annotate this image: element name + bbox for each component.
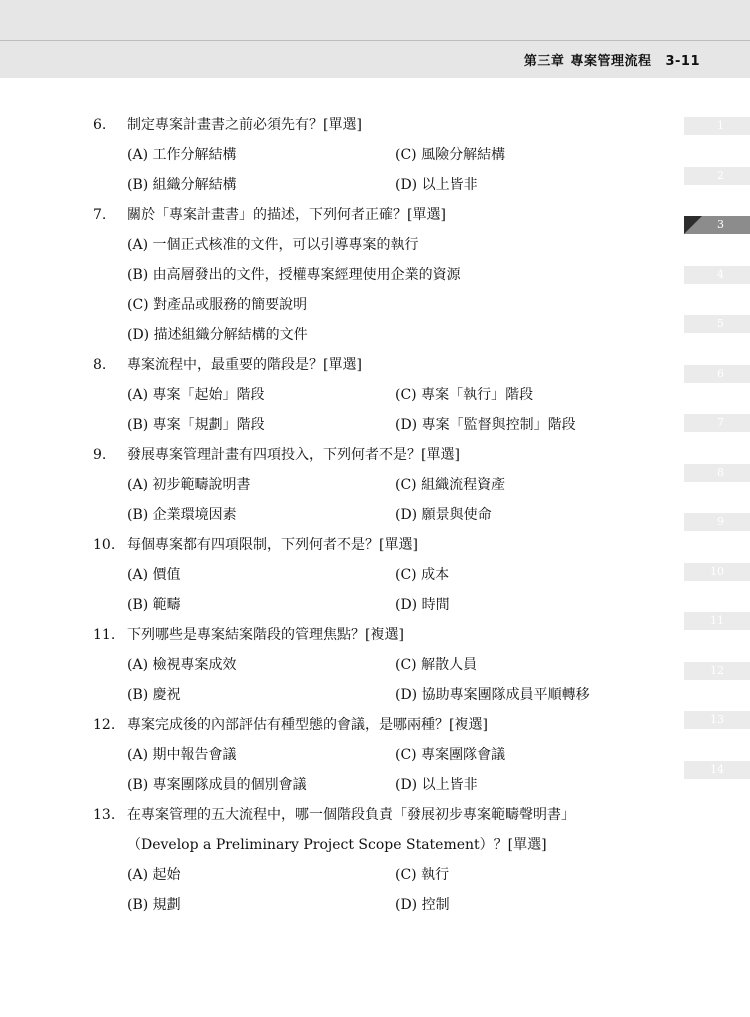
- chapter-tab-7[interactable]: [684, 414, 750, 432]
- question-text: 關於「專案計畫書」的描述，下列何者正確？[單選]: [127, 207, 446, 223]
- chapter-title: 專案管理流程: [570, 54, 652, 69]
- chapter-tab-label: 4: [717, 267, 724, 281]
- question-item: [93, 710, 673, 800]
- option-row: [93, 230, 673, 260]
- option-row: [93, 170, 673, 200]
- chapter-tabs: [684, 117, 750, 810]
- chapter-tab-label: 12: [710, 663, 724, 677]
- question-item: [93, 620, 673, 710]
- question-item: [93, 110, 673, 200]
- answer-option: (C) 對產品或服務的簡要說明: [127, 297, 308, 313]
- answer-option: (D) 時間: [395, 597, 450, 613]
- question-number: 6.: [93, 117, 107, 133]
- question-item: [93, 200, 673, 350]
- chapter-tab-label: 6: [717, 366, 724, 380]
- answer-option: (B) 慶祝: [127, 687, 181, 703]
- answer-option: (A) 初步範疇說明書: [127, 477, 251, 493]
- chapter-tab-label: 13: [710, 713, 724, 726]
- chapter-tab-13[interactable]: [684, 711, 750, 729]
- question-text: 在專案管理的五大流程中，哪一個階段負責「發展初步專案範疇聲明書」: [127, 807, 575, 823]
- answer-option: (C) 專案「執行」階段: [395, 387, 534, 403]
- question-text: 制定專案計畫書之前必須先有？[單選]: [127, 117, 362, 133]
- answer-option: (D) 控制: [395, 897, 450, 913]
- question-number: 12.: [93, 717, 116, 733]
- question-item: [93, 440, 673, 530]
- question-text: 每個專案都有四項限制，下列何者不是？[單選]: [127, 537, 418, 553]
- answer-option: (A) 價值: [127, 567, 181, 583]
- answer-option: (B) 專案「規劃」階段: [127, 417, 265, 433]
- question-item: [93, 800, 673, 920]
- chapter-tab-8[interactable]: [684, 464, 750, 482]
- chapter-tab-12[interactable]: [684, 662, 750, 680]
- option-row: [93, 380, 673, 410]
- answer-option: (B) 由高層發出的文件，授權專案經理使用企業的資源: [127, 267, 461, 283]
- answer-option: (A) 一個正式核准的文件，可以引導專案的執行: [127, 237, 419, 253]
- question-number: 7.: [93, 207, 107, 223]
- page-header: [0, 0, 750, 78]
- question-number: 9.: [93, 447, 107, 463]
- header-divider: [0, 40, 750, 41]
- answer-option: (C) 成本: [395, 567, 450, 583]
- chapter-tab-label: 10: [710, 564, 724, 578]
- chapter-tab-3[interactable]: [684, 216, 750, 234]
- option-row: [93, 470, 673, 500]
- answer-option: (B) 組織分解結構: [127, 177, 237, 193]
- chapter-tab-9[interactable]: [684, 513, 750, 531]
- option-row: [93, 890, 673, 920]
- answer-option: (B) 範疇: [127, 597, 181, 613]
- question-stem: [93, 110, 673, 140]
- question-stem: [93, 350, 673, 380]
- question-stem: [93, 200, 673, 230]
- chapter-tab-10[interactable]: [684, 563, 750, 581]
- chapter-tab-label: 3: [717, 218, 724, 231]
- answer-option: (C) 組織流程資產: [395, 477, 506, 493]
- answer-option: (A) 專案「起始」階段: [127, 387, 265, 403]
- answer-option: (D) 願景與使命: [395, 507, 492, 523]
- question-number: 13.: [93, 807, 116, 823]
- answer-option: (B) 規劃: [127, 897, 181, 913]
- question-text: 下列哪些是專案結案階段的管理焦點？[複選]: [127, 627, 404, 643]
- page-number: 3-11: [665, 54, 700, 69]
- answer-option: (D) 專案「監督與控制」階段: [395, 417, 576, 433]
- chapter-heading: [518, 50, 700, 69]
- answer-option: (C) 風險分解結構: [395, 147, 506, 163]
- question-number: 8.: [93, 357, 107, 373]
- answer-option: (C) 執行: [395, 867, 450, 883]
- answer-option: (A) 工作分解結構: [127, 147, 237, 163]
- answer-option: (B) 專案團隊成員的個別會議: [127, 777, 307, 793]
- question-text: 專案流程中，最重要的階段是？[單選]: [127, 357, 362, 373]
- question-list: [93, 110, 673, 920]
- answer-option: (A) 起始: [127, 867, 181, 883]
- option-row: [93, 770, 673, 800]
- question-text: 發展專案管理計畫有四項投入，下列何者不是？[單選]: [127, 447, 460, 463]
- answer-option: (D) 以上皆非: [395, 777, 478, 793]
- answer-option: (D) 描述組織分解結構的文件: [127, 327, 308, 343]
- option-row: [93, 410, 673, 440]
- question-number: 10.: [93, 537, 116, 553]
- option-row: [93, 680, 673, 710]
- chapter-tab-label: 11: [710, 614, 724, 627]
- chapter-tab-label: 1: [717, 119, 724, 132]
- chapter-tab-label: 8: [717, 465, 724, 479]
- option-row: [93, 260, 673, 290]
- chapter-tab-label: 5: [717, 317, 724, 330]
- chapter-tab-6[interactable]: [684, 365, 750, 383]
- chapter-tab-label: 2: [717, 168, 724, 182]
- question-text-continued: （Develop a Preliminary Project Scope Statement）？[單選]: [127, 837, 547, 853]
- option-row: [93, 320, 673, 350]
- chapter-tab-5[interactable]: [684, 315, 750, 333]
- chapter-tab-label: 7: [717, 416, 724, 429]
- answer-option: (A) 檢視專案成效: [127, 657, 237, 673]
- answer-option: (C) 專案團隊會議: [395, 747, 506, 763]
- answer-option: (C) 解散人員: [395, 657, 478, 673]
- chapter-tab-4[interactable]: [684, 266, 750, 284]
- answer-option: (A) 期中報告會議: [127, 747, 237, 763]
- option-row: [93, 560, 673, 590]
- chapter-tab-11[interactable]: [684, 612, 750, 630]
- question-stem: [93, 620, 673, 650]
- option-row: [93, 590, 673, 620]
- answer-option: (D) 以上皆非: [395, 177, 478, 193]
- chapter-tab-label: 9: [717, 515, 724, 528]
- chapter-tab-2[interactable]: [684, 167, 750, 185]
- chapter-tab-1[interactable]: [684, 117, 750, 135]
- question-number: 11.: [93, 627, 116, 643]
- question-item: [93, 350, 673, 440]
- chapter-label: 第三章: [523, 54, 565, 69]
- question-stem: [93, 440, 673, 470]
- question-stem: [93, 800, 673, 830]
- answer-option: (D) 協助專案團隊成員平順轉移: [395, 687, 590, 703]
- chapter-tab-label: 14: [710, 762, 724, 776]
- option-row: [93, 140, 673, 170]
- question-stem: [93, 710, 673, 740]
- question-item: [93, 530, 673, 620]
- question-stem-continued: [93, 830, 673, 860]
- question-text: 專案完成後的內部評估有種型態的會議，是哪兩種？[複選]: [127, 717, 488, 733]
- answer-option: (B) 企業環境因素: [127, 507, 237, 523]
- option-row: [93, 290, 673, 320]
- option-row: [93, 740, 673, 770]
- option-row: [93, 500, 673, 530]
- chapter-tab-14[interactable]: [684, 761, 750, 779]
- option-row: [93, 860, 673, 890]
- question-stem: [93, 530, 673, 560]
- option-row: [93, 650, 673, 680]
